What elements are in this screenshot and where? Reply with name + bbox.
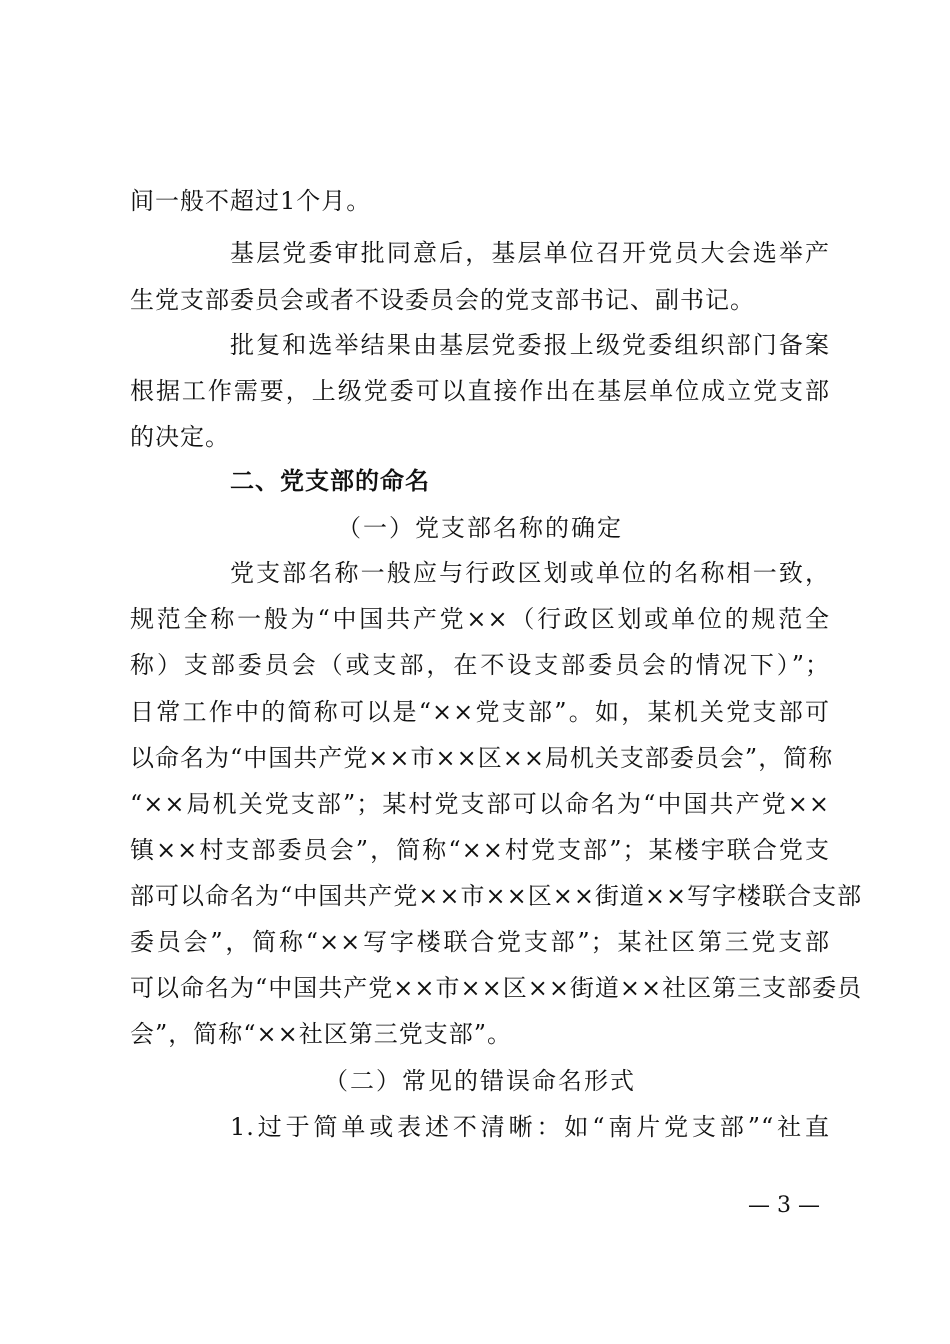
page-number: — 3 —	[748, 1193, 820, 1218]
paragraph-line: 的决定。	[130, 423, 230, 451]
paragraph-line: 会”，简称“××社区第三党支部”。	[130, 1020, 513, 1048]
paragraph-line: 可以命名为“中国共产党××市××区××街道××社区第三支部委员	[130, 974, 863, 1002]
paragraph-line: 批复和选举结果由基层党委报上级党委组织部门备案	[230, 331, 830, 359]
paragraph-line: 1.过于简单或表述不清晰：如“南片党支部”“社直	[230, 1113, 830, 1141]
paragraph-line: 镇××村支部委员会”，简称“××村党支部”；某楼宇联合党支	[130, 836, 830, 864]
paragraph-line: 称）支部委员会（或支部，在不设支部委员会的情况下）”；	[130, 651, 830, 679]
subsection-heading: （二）常见的错误命名形式	[324, 1067, 636, 1095]
paragraph-line: 生党支部委员会或者不设委员会的党支部书记、副书记。	[130, 286, 755, 314]
paragraph-line: 部可以命名为“中国共产党××市××区××街道××写字楼联合支部	[130, 882, 863, 910]
paragraph-line: 以命名为“中国共产党××市××区××局机关支部委员会”，简称	[130, 744, 834, 772]
paragraph-line: “××局机关党支部”；某村党支部可以命名为“中国共产党××	[130, 790, 830, 818]
paragraph-line: 日常工作中的简称可以是“××党支部”。如，某机关党支部可	[130, 698, 830, 726]
paragraph-line: 规范全称一般为“中国共产党××（行政区划或单位的规范全	[130, 605, 830, 633]
paragraph-line: 党支部名称一般应与行政区划或单位的名称相一致，	[230, 559, 830, 587]
paragraph-line: 根据工作需要，上级党委可以直接作出在基层单位成立党支部	[130, 377, 830, 405]
paragraph-line: 基层党委审批同意后，基层单位召开党员大会选举产	[230, 239, 830, 267]
subsection-heading: （一）党支部名称的确定	[337, 514, 623, 542]
section-heading: 二、党支部的命名	[230, 467, 430, 495]
paragraph-line: 间一般不超过1个月。	[130, 187, 372, 215]
paragraph-line: 委员会”，简称“××写字楼联合党支部”；某社区第三党支部	[130, 928, 830, 956]
